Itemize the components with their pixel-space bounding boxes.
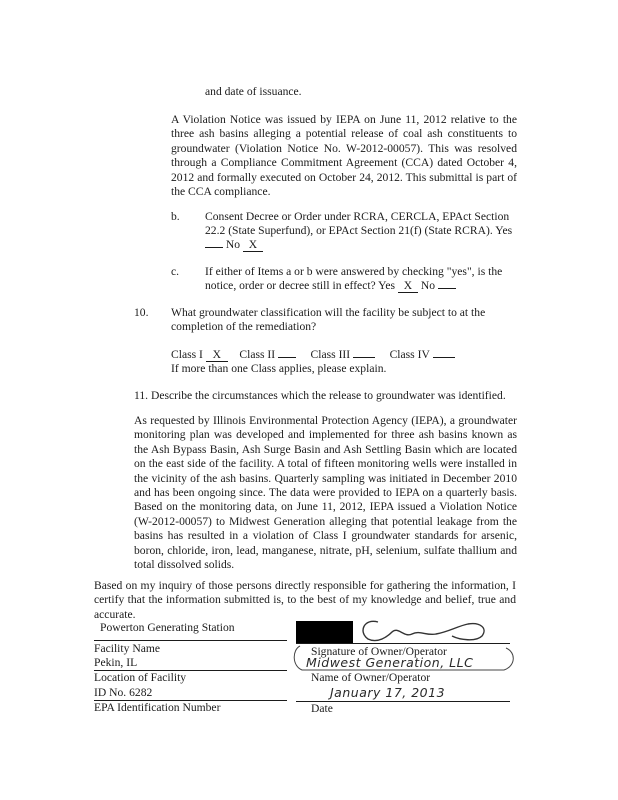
certification-statement: Based on my inquiry of those persons directly responsible for gathering the information, I certify that the information submitted is, to the best of my knowledge and belief, true and accurate. [94,579,516,621]
item-c-letter: c. [171,265,180,278]
item-b-letter: b. [171,210,180,223]
item-c-line2: notice, order or decree still in effect? Yes [205,279,396,292]
date-label: Date [311,702,333,715]
class2-label: Class II [239,348,276,361]
item-c-line1: If either of Items a or b were answered by checking "yes", is the [205,265,503,278]
item-b-no-blank[interactable]: X [243,239,263,252]
facility-name-label: Facility Name [94,642,161,655]
class3-blank[interactable] [353,357,375,358]
epa-id-value: ID No. 6282 [94,686,153,699]
epa-id-label: EPA Identification Number [94,701,221,714]
class1-label: Class I [171,348,203,361]
item-b-answer [205,237,263,252]
class3-label: Class III [310,348,351,361]
date-value: January 17, 2013 [330,685,446,700]
facility-name-value: Powerton Generating Station [100,621,235,634]
violation-paragraph: A Violation Notice was issued by IEPA on June 11, 2012 relative to the three ash basins alleging a potential release of coal ash constituents to groundwater (Violation Notice No. W-2012-00057). This was resolved through a Compliance Commitment Agreement (CCA) dated October 4, 2012 and formally executed on October 24, 2012. This submittal is part of the CCA compliance. [171,113,517,199]
q11-answer: As requested by Illinois Environmental Protection Agency (IEPA), a groundwater monitoring plan was developed and implemented for three ash basins known as the Ash Bypass Basin, Ash Surge Basin and Ash Settling Basin which are located on the east side of the facility. A total of fifteen monitoring wells were installed in the vicinity of the ash basins. Quarterly sampling was initiated in December 2010 and has been ongoing since. The data were provided to IEPA on a quarterly basis. Based on the monitoring data, on June 11, 2012, IEPA issued a Violation Notice (W-2012-00057) to Midwest Generation alleging that potential leakage from the basins has resulted in a violation of Class I groundwater standards for arsenic, boron, chloride, iron, lead, manganese, nitrate, pH, selenium, sulfate thallium and total dissolved solids. [134,414,517,572]
signature-label: Signature of Owner/Operator [311,645,447,658]
class4-blank[interactable] [433,357,455,358]
owner-label: Name of Owner/Operator [311,671,431,684]
continuation-line: and date of issuance. [205,85,302,98]
q10-class-row [171,347,455,362]
class2-blank[interactable] [278,357,296,358]
q10-number: 10. [134,306,149,319]
item-b-no-label: No [225,238,241,251]
item-b-line1: Consent Decree or Order under RCRA, CERCLA, EPAct Section [205,210,510,223]
q11-heading: 11. Describe the circumstances which the release to groundwater was identified. [134,389,506,402]
owner-value: Midwest Generation, LLC [306,655,474,670]
q10-line2: completion of the remediation? [171,320,317,333]
item-b-line2: 22.2 (State Superfund), or EPAct Section 21(f) (State RCRA). Yes [205,224,513,237]
q10-note: If more than one Class applies, please explain. [171,362,387,375]
item-c-yes-blank[interactable]: X [398,280,418,293]
class4-label: Class IV [389,348,430,361]
class1-blank[interactable]: X [206,349,228,362]
location-label: Location of Facility [94,671,187,684]
q10-line1: What groundwater classification will the facility be subject to at the [171,306,486,319]
item-c-no-label: No [420,279,436,292]
item-b-yes-blank[interactable] [205,247,223,248]
item-c-no-blank[interactable] [438,288,456,289]
location-value: Pekin, IL [94,656,138,669]
item-c-line2-row [205,278,456,293]
